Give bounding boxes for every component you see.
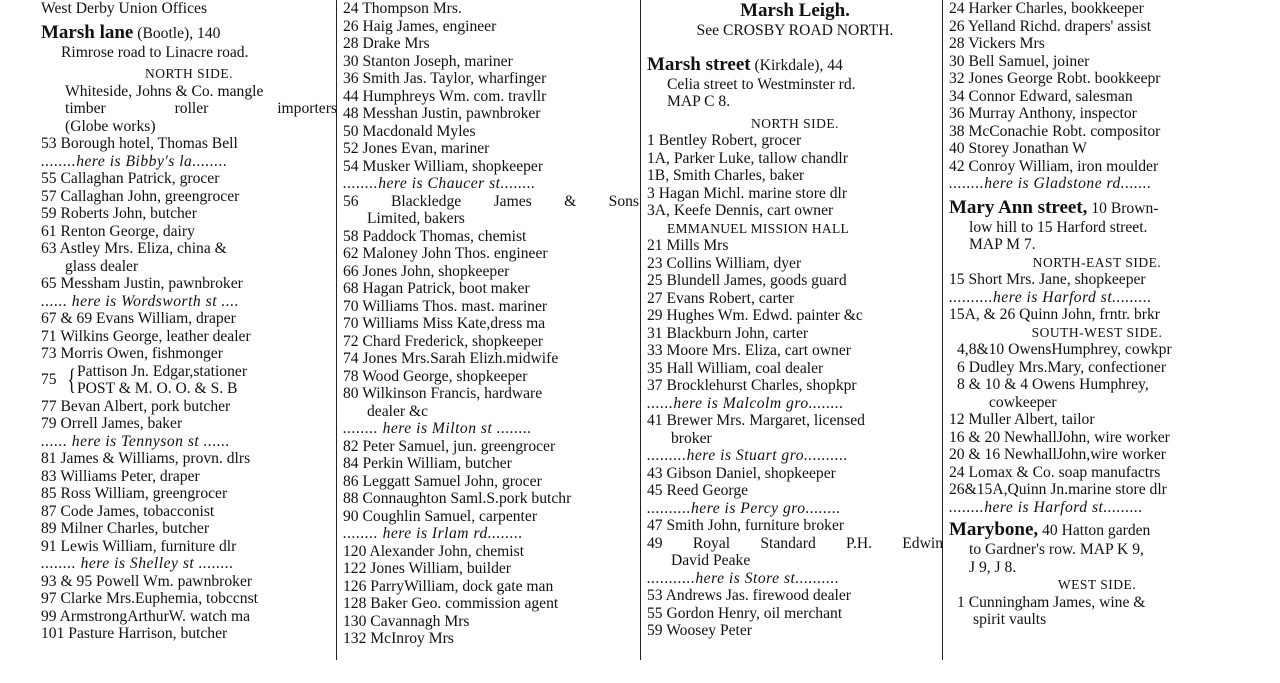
entry-line: Limited, bakers bbox=[367, 210, 465, 227]
entry-line: 88 Connaughton Saml.S.pork butchr bbox=[343, 490, 572, 507]
map-reference: J 9, J 8. bbox=[969, 558, 1017, 576]
entry-line: 40 Storey Jonathan W bbox=[949, 140, 1087, 157]
street-name: Marsh street bbox=[647, 53, 751, 75]
entry-line: 81 James & Williams, provn. dlrs bbox=[41, 450, 251, 467]
street-name: Marsh Leigh. bbox=[740, 0, 850, 21]
entry-line: 34 Connor Edward, salesman bbox=[949, 87, 1133, 105]
cross-street: ........here is Chaucer st........ bbox=[343, 175, 536, 192]
side-heading: NORTH SIDE. bbox=[145, 66, 233, 81]
map-reference: MAP M 7. bbox=[969, 236, 1036, 253]
entry-line: 31 Blackburn John, carter bbox=[647, 324, 809, 342]
entry-line: dealer &c bbox=[367, 402, 429, 420]
street-heading bbox=[41, 22, 337, 44]
entry-line: 29 Hughes Wm. Edwd. painter &c bbox=[647, 307, 863, 324]
cross-street: ...........here is Store st.......... bbox=[647, 569, 840, 587]
entry-line: 77 Bevan Albert, pork butcher bbox=[41, 397, 231, 415]
cross-street: ........here is Harford st......... bbox=[949, 498, 1143, 516]
entry-line: 86 Leggatt Samuel John, grocer bbox=[343, 472, 542, 490]
street-extent: 40 Hatton garden bbox=[1038, 522, 1151, 539]
entry-line: 99 ArmstrongArthurW. watch ma bbox=[41, 607, 251, 625]
entry-line: 62 Maloney John Thos. engineer bbox=[343, 245, 548, 262]
brace-glyph: { bbox=[67, 363, 77, 396]
entry-line: broker bbox=[671, 429, 712, 447]
cross-street: ........here is Bibby's la........ bbox=[41, 152, 228, 170]
column-4 bbox=[949, 0, 1245, 629]
entry-line: 79 Orrell James, baker bbox=[41, 415, 183, 432]
side-heading: NORTH SIDE. bbox=[751, 115, 839, 131]
street-heading bbox=[647, 54, 943, 76]
entry-line: 71 Wilkins George, leather dealer bbox=[41, 327, 251, 345]
cross-street: ........ here is Milton st ........ bbox=[343, 420, 532, 437]
entry-line: 61 Renton George, dairy bbox=[41, 222, 195, 240]
entry-line: 83 Williams Peter, draper bbox=[41, 467, 200, 485]
entry-line: 80 Wilkinson Francis, hardware bbox=[343, 385, 543, 402]
entry-line: 24 Harker Charles, bookkeeper bbox=[949, 0, 1144, 17]
column-1 bbox=[41, 0, 337, 643]
entry-line: 59 Roberts John, butcher bbox=[41, 205, 197, 222]
entry-line: 58 Paddock Thomas, chemist bbox=[343, 227, 527, 245]
entry-line: 44 Humphreys Wm. com. travllr bbox=[343, 87, 547, 105]
street-name: Marybone, bbox=[949, 519, 1039, 540]
side-heading: NORTH-EAST SIDE. bbox=[1032, 254, 1162, 270]
cross-reference: See CROSBY ROAD NORTH. bbox=[696, 22, 894, 39]
entry-line: 47 Smith John, furniture broker bbox=[647, 517, 845, 534]
entry-line: 1A, Parker Luke, tallow chandlr bbox=[647, 149, 848, 167]
entry-line: 56 Blackledge James & Sons bbox=[343, 192, 639, 210]
entry-line: 1 Cunningham James, wine & bbox=[957, 593, 1146, 611]
entry-line: spirit vaults bbox=[973, 611, 1047, 628]
entry-line: 28 Drake Mrs bbox=[343, 35, 430, 52]
column-2 bbox=[343, 0, 639, 648]
entry-line: 130 Cavannagh Mrs bbox=[343, 612, 470, 630]
cross-street: ........here is Gladstone rd....... bbox=[949, 175, 1152, 192]
entry-line: 128 Baker Geo. commission agent bbox=[343, 595, 559, 612]
entry-line: 48 Messhan Justin, pawnbroker bbox=[343, 105, 541, 122]
entry-line: 53 Borough hotel, Thomas Bell bbox=[41, 135, 238, 152]
entry-line: 78 Wood George, shopkeeper bbox=[343, 367, 528, 385]
entry-line: 20 & 16 NewhallJohn,wire worker bbox=[949, 446, 1166, 463]
entry-line: 52 Jones Evan, mariner bbox=[343, 140, 490, 157]
entry-line: 101 Pasture Harrison, butcher bbox=[41, 625, 228, 642]
entry-line: 132 McInroy Mrs bbox=[343, 630, 454, 647]
entry-line: 30 Stanton Joseph, mariner bbox=[343, 52, 513, 70]
cross-street: ...... here is Tennyson st ...... bbox=[41, 432, 231, 450]
braced-entry bbox=[41, 363, 337, 398]
entry-line: 122 Jones William, builder bbox=[343, 560, 511, 577]
entry-line: 49 Royal Standard P.H. Edwin bbox=[647, 534, 943, 552]
entry-line: 25 Blundell James, goods guard bbox=[647, 272, 847, 289]
entry-line: 43 Gibson Daniel, shopkeeper bbox=[647, 464, 836, 482]
entry-line: 55 Gordon Henry, oil merchant bbox=[647, 604, 843, 622]
entry-line: 82 Peter Samuel, jun. greengrocer bbox=[343, 437, 556, 455]
entry-line: 45 Reed George bbox=[647, 482, 749, 499]
street-extent-line: Celia street to Westminster rd. bbox=[667, 75, 856, 93]
entry-line: 87 Code James, tobacconist bbox=[41, 502, 215, 520]
entry-line: (Globe works) bbox=[65, 117, 156, 135]
street-heading bbox=[949, 519, 1245, 541]
entry-line: 36 Smith Jas. Taylor, wharfinger bbox=[343, 70, 547, 87]
entry-line: 54 Musker William, shopkeeper bbox=[343, 157, 544, 175]
entry-line: 55 Callaghan Patrick, grocer bbox=[41, 170, 220, 187]
cross-street: ..........here is Harford st......... bbox=[949, 288, 1152, 306]
entry-line: 53 Andrews Jas. firewood dealer bbox=[647, 587, 851, 604]
street-extent: (Kirkdale), 44 bbox=[750, 56, 843, 74]
entry-line: Pattison Jn. Edgar,stationer bbox=[77, 362, 248, 380]
entry-line: 24 Lomax & Co. soap manufactrs bbox=[949, 463, 1161, 481]
entry-line: POST & M. O. O. & S. B bbox=[77, 380, 238, 397]
entry-line: 67 & 69 Evans William, draper bbox=[41, 310, 236, 327]
entry-line: 66 Jones John, shopkeeper bbox=[343, 262, 510, 280]
entry-line: David Peake bbox=[671, 552, 751, 569]
entry-line: 37 Brocklehurst Charles, shopkpr bbox=[647, 377, 857, 394]
entry-line: 72 Chard Frederick, shopkeeper bbox=[343, 332, 544, 350]
entry-line: 42 Conroy William, iron moulder bbox=[949, 157, 1159, 175]
entry-line: 38 McConachie Robt. compositor bbox=[949, 122, 1161, 140]
entry-line: 126 ParryWilliam, dock gate man bbox=[343, 577, 554, 595]
entry-line: 4,8&10 OwensHumphrey, cowkpr bbox=[957, 341, 1172, 358]
entry-number: 75 bbox=[41, 371, 57, 389]
entry-line: 28 Vickers Mrs bbox=[949, 35, 1045, 52]
entry-line: 24 Thompson Mrs. bbox=[343, 0, 462, 17]
entry-line: 59 Woosey Peter bbox=[647, 622, 752, 639]
entry-line: 91 Lewis William, furniture dlr bbox=[41, 537, 237, 555]
entry-line: 12 Muller Albert, tailor bbox=[949, 411, 1095, 428]
entry-line: 68 Hagan Patrick, boot maker bbox=[343, 280, 530, 297]
street-extent: 10 Brown- bbox=[1087, 199, 1159, 217]
entry-line: 27 Evans Robert, carter bbox=[647, 289, 795, 307]
entry-line: 35 Hall William, coal dealer bbox=[647, 359, 824, 377]
entry-line: 1 Bentley Robert, grocer bbox=[647, 132, 802, 149]
entry-line: 84 Perkin William, butcher bbox=[343, 455, 512, 472]
entry-line: 23 Collins William, dyer bbox=[647, 254, 802, 272]
entry-line: 6 Dudley Mrs.Mary, confectioner bbox=[957, 358, 1167, 376]
entry-line: 26&15A,Quinn Jn.marine store dlr bbox=[949, 481, 1167, 498]
side-heading: WEST SIDE. bbox=[1057, 577, 1137, 592]
entry-line: 74 Jones Mrs.Sarah Elizh.midwife bbox=[343, 350, 559, 367]
column-3 bbox=[647, 0, 943, 640]
entry-line: 26 Yelland Richd. drapers' assist bbox=[949, 17, 1152, 35]
entry-line: 97 Clarke Mrs.Euphemia, tobccnst bbox=[41, 590, 258, 607]
entry-line: 90 Coughlin Samuel, carpenter bbox=[343, 507, 538, 525]
entry-line: 30 Bell Samuel, joiner bbox=[949, 52, 1090, 70]
entry-line: Whiteside, Johns & Co. mangle bbox=[65, 82, 264, 100]
street-name: Marsh lane bbox=[41, 21, 134, 43]
entry-line: 33 Moore Mrs. Eliza, cart owner bbox=[647, 342, 851, 359]
entry-line: 89 Milner Charles, butcher bbox=[41, 520, 210, 537]
entry-line: 32 Jones George Robt. bookkeepr bbox=[949, 70, 1161, 87]
street-heading bbox=[647, 0, 943, 22]
entry-line: 70 Williams Miss Kate,dress ma bbox=[343, 315, 546, 332]
map-reference: MAP C 8. bbox=[667, 93, 731, 110]
entry-line: 63 Astley Mrs. Eliza, china & bbox=[41, 240, 227, 257]
entry-line: 93 & 95 Powell Wm. pawnbroker bbox=[41, 572, 253, 590]
entry-line: cowkeeper bbox=[989, 393, 1057, 411]
cross-street: .........here is Stuart gro.......... bbox=[647, 447, 849, 464]
entry-line: timber roller importers bbox=[65, 100, 337, 117]
street-extent-line: low hill to 15 Harford street. bbox=[969, 218, 1148, 236]
cross-street: ........ here is Irlam rd........ bbox=[343, 525, 523, 542]
entry-line: 70 Williams Thos. mast. mariner bbox=[343, 297, 548, 315]
cross-street: ......here is Malcolm gro........ bbox=[647, 394, 844, 412]
street-name: Mary Ann street, bbox=[949, 196, 1088, 218]
entry-line: 3 Hagan Michl. marine store dlr bbox=[647, 184, 848, 202]
entry-line: 50 Macdonald Myles bbox=[343, 122, 476, 140]
entry-line: 21 Mills Mrs bbox=[647, 237, 729, 254]
street-extent: (Bootle), 140 bbox=[133, 24, 221, 42]
entry-line: 1B, Smith Charles, baker bbox=[647, 167, 805, 184]
entry-line: 57 Callaghan John, greengrocer bbox=[41, 187, 240, 205]
street-heading bbox=[949, 197, 1245, 219]
entry-line: 85 Ross William, greengrocer bbox=[41, 485, 228, 502]
entry-line: 8 & 10 & 4 Owens Humphrey, bbox=[957, 376, 1149, 393]
street-extent-line: to Gardner's row. MAP K 9, bbox=[969, 541, 1144, 558]
entry-line: 41 Brewer Mrs. Margaret, licensed bbox=[647, 412, 865, 429]
cross-street: ...... here is Wordsworth st .... bbox=[41, 292, 240, 310]
entry-line: 16 & 20 NewhallJohn, wire worker bbox=[949, 428, 1170, 446]
cross-street: ........ here is Shelley st ........ bbox=[41, 555, 234, 572]
entry-line: glass dealer bbox=[65, 257, 139, 275]
entry-line: 3A, Keefe Dennis, cart owner bbox=[647, 202, 834, 219]
entry-line: 36 Murray Anthony, inspector bbox=[949, 105, 1137, 122]
street-extent-line: Rimrose road to Linacre road. bbox=[61, 43, 249, 61]
entry-line: 73 Morris Owen, fishmonger bbox=[41, 345, 223, 362]
entry-line: 120 Alexander John, chemist bbox=[343, 542, 525, 560]
entry-line: 15A, & 26 Quinn John, frntr. brkr bbox=[949, 306, 1160, 323]
entry-line: 15 Short Mrs. Jane, shopkeeper bbox=[949, 271, 1146, 288]
cross-street: ..........here is Percy gro........ bbox=[647, 499, 841, 517]
entry-line: West Derby Union Offices bbox=[41, 0, 208, 17]
entry-line: EMMANUEL MISSION HALL bbox=[667, 220, 850, 236]
entry-line: 26 Haig James, engineer bbox=[343, 17, 497, 35]
column-rule bbox=[640, 0, 641, 660]
entry-line: 65 Messham Justin, pawnbroker bbox=[41, 275, 243, 292]
side-heading: SOUTH-WEST SIDE. bbox=[1031, 324, 1163, 340]
